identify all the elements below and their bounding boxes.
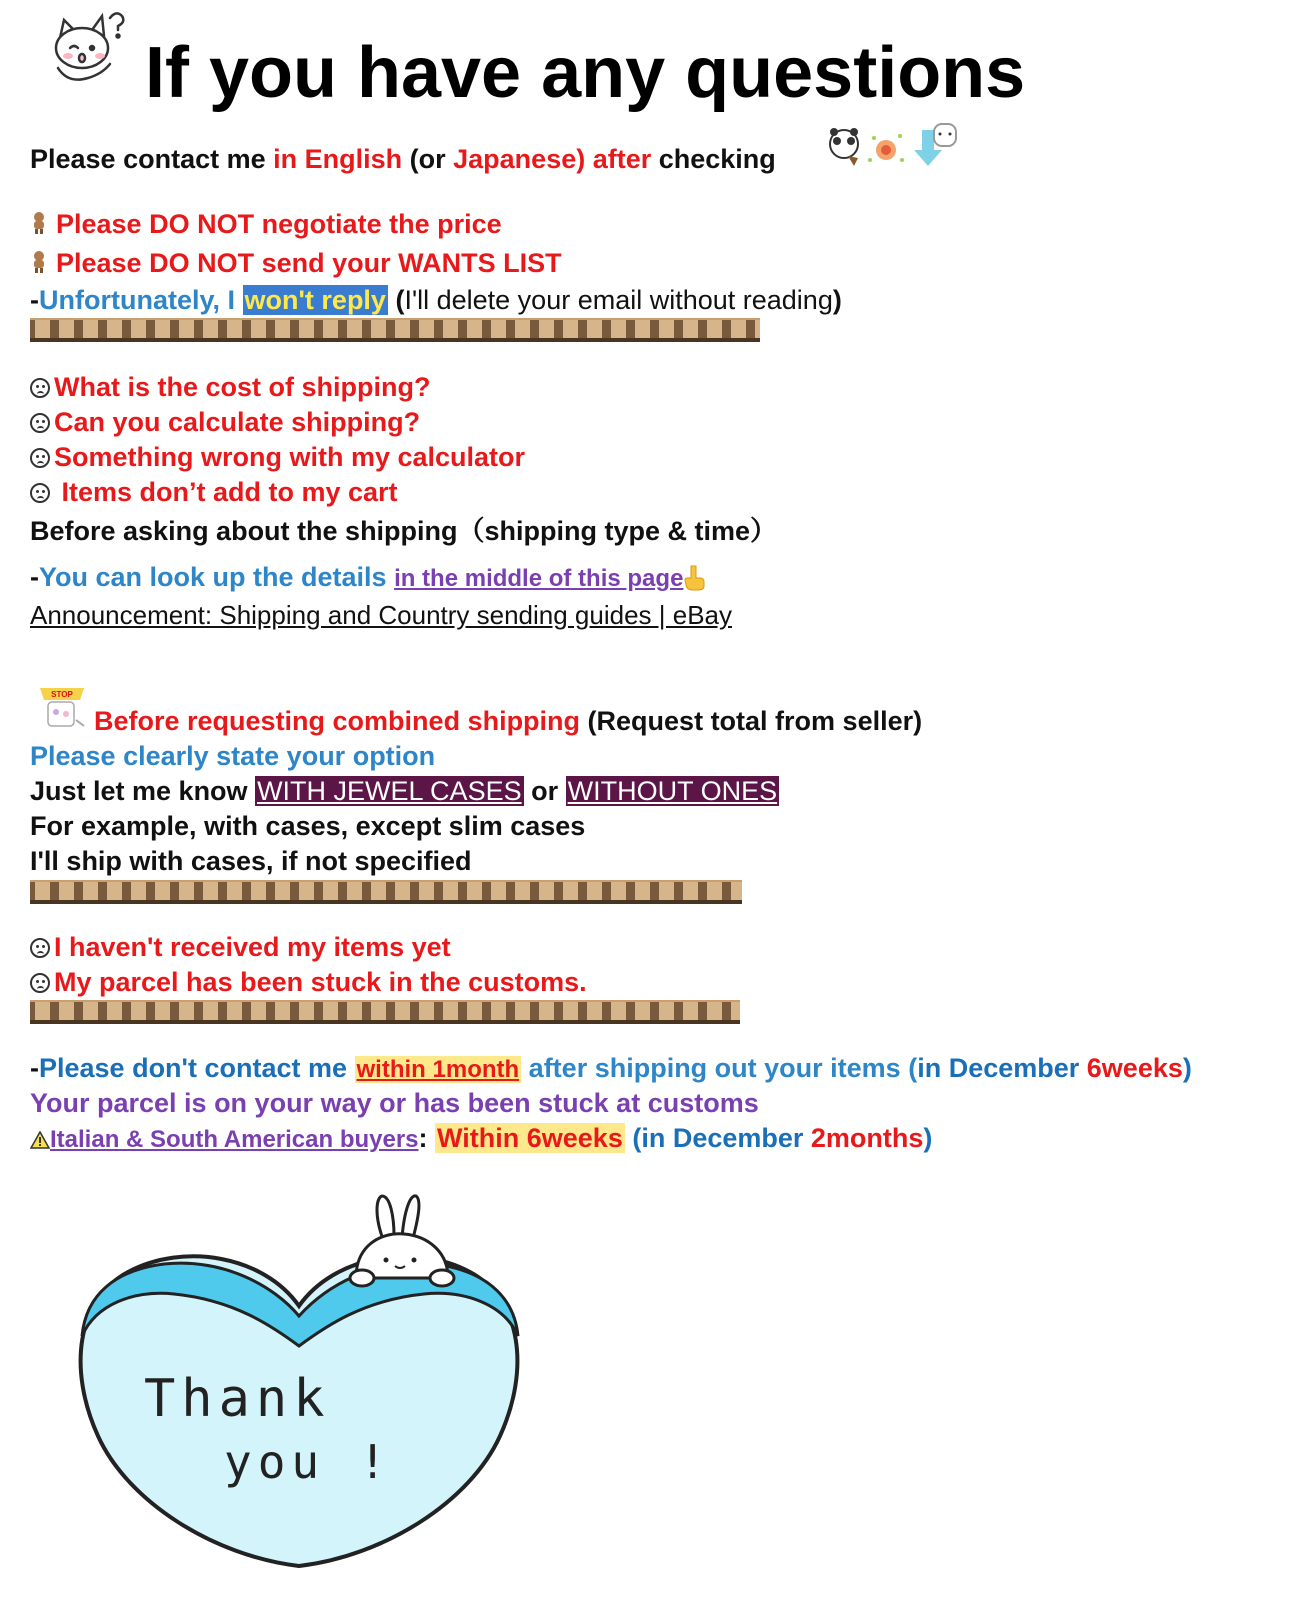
bear-figure-icon [30,211,48,235]
dash: - [30,285,39,315]
in-december-text: (in December [624,1123,811,1153]
six-weeks-text: 6weeks [1086,1053,1183,1083]
clearly-state-line: Please clearly state your option [30,741,436,771]
italian-buyers-link[interactable]: Italian & South American buyers [50,1126,419,1153]
sad-face-icon [30,448,50,468]
example-line: For example, with cases, except slim cases [30,811,586,841]
sad-face-icon [30,483,50,503]
contact-english: in English [273,144,403,174]
no-reply-text: Unfortunately, I [39,285,243,315]
faq-calc-line [30,405,420,439]
no-negotiate-text: Please DO NOT negotiate the price [56,209,502,239]
faq-cart-line [30,475,398,509]
jewel-cases-line [30,774,779,808]
page-title: If you have any questions [145,33,1026,113]
paren-close: ) [1182,1053,1192,1083]
bear-figure-icon [30,250,48,274]
wont-reply-highlight: won't reply [244,285,386,315]
announcement-link[interactable]: Announcement: Shipping and Country sending guides | eBay [30,600,733,630]
lookup-line [30,560,707,596]
you-text: you ! [224,1435,393,1489]
without-ones-highlight: WITHOUT ONES [567,776,778,806]
sad-face-icon [30,413,50,433]
warning-icon [30,1131,50,1149]
contact-japanese: Japanese) after [453,144,652,174]
after-shipping-text: after shipping out your items ( [521,1053,918,1083]
with-jewel-cases-highlight: WITH JEWEL CASES [257,776,522,806]
sad-face-icon [30,378,50,398]
colon: : [418,1123,436,1153]
stuck-customs-line [30,965,587,999]
dont-contact-text: Please don't contact me [39,1053,355,1083]
bunny-icon [350,1196,454,1286]
combined-shipping-text: Before requesting combined shipping [94,706,581,736]
no-reply-line [30,283,842,317]
contact-text: Please contact me [30,144,274,174]
panda-cat-pointing-down-stickers [824,120,960,170]
paren-close: ) [923,1123,933,1153]
combined-shipping-line [94,704,922,738]
request-total-text: (Request total from seller) [580,706,923,736]
italian-buyers-line [30,1121,932,1157]
before-asking-line: Before asking about the shipping（shipping type & time） [30,516,778,546]
stuck-customs-text: My parcel has been stuck in the customs. [54,967,587,997]
faq-cart-text: Items don’t add to my cart [54,477,398,507]
divider-rail-1 [30,318,760,342]
divider-rail-2 [30,880,742,904]
stop-label: STOP [51,690,73,699]
dont-contact-line [30,1051,1192,1087]
sad-face-icon [30,973,50,993]
delete-without-reading: I'll delete your email without reading [404,285,833,315]
no-wants-line [30,246,562,280]
paren-close: ) [832,285,842,315]
sad-face-icon [30,938,50,958]
thank-you-heart-illustration [64,1186,534,1570]
middle-of-page-link[interactable]: in the middle of this page [394,565,684,592]
no-wants-text: Please DO NOT send your WANTS LIST [56,248,562,278]
two-months-text: 2months [810,1123,924,1153]
faq-calc-text: Can you calculate shipping? [54,407,421,437]
faq-cost-line [30,370,430,404]
within-6weeks-highlight: Within 6weeks [437,1123,623,1153]
let-me-know-text: Just let me know [30,776,256,806]
confused-cat-icon [44,8,128,86]
default-cases-line: I'll ship with cases, if not specified [30,846,472,876]
pointing-down-hand-icon [683,564,707,592]
contact-or: (or [402,144,454,174]
thank-text: Thank [144,1369,331,1429]
dash: - [30,562,39,592]
contact-line [30,142,776,176]
within-1month-highlight: within 1month [356,1056,520,1083]
or-text: or [523,776,566,806]
stop-sign-icon [36,686,88,734]
paren-open: ( [387,285,405,315]
divider-rail-3 [30,1000,740,1024]
parcel-status-line: Your parcel is on your way or has been stuck at customs [30,1088,759,1118]
faq-cost-text: What is the cost of shipping? [54,372,431,402]
contact-checking: checking [651,144,776,174]
dash: - [30,1053,39,1083]
lookup-text: You can look up the details [39,562,395,592]
faq-calculator-text: Something wrong with my calculator [54,442,526,472]
no-negotiate-line [30,207,502,241]
not-received-line [30,930,451,964]
faq-calculator-line [30,440,525,474]
in-december-text: in December [917,1053,1087,1083]
not-received-text: I haven't received my items yet [54,932,451,962]
